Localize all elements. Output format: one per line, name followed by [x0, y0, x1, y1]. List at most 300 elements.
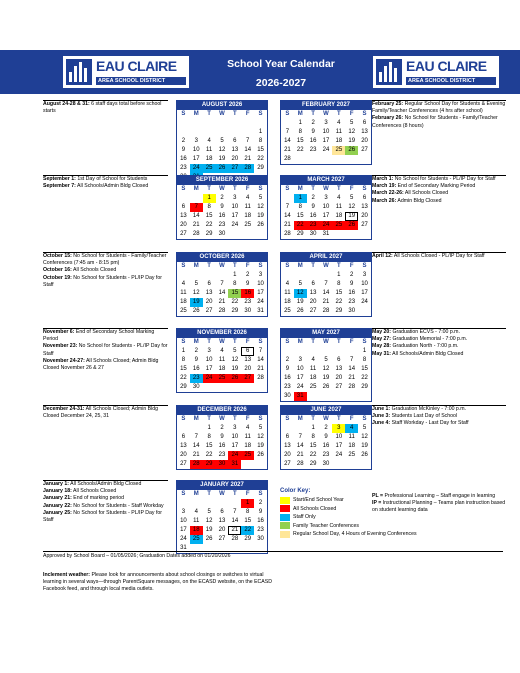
color-swatch	[280, 497, 290, 504]
weekday-label: S	[362, 339, 367, 345]
event-note: March 22-26: All Schools Closed	[372, 190, 449, 197]
weekday-label: S	[181, 416, 186, 422]
logo-mark-icon	[66, 59, 92, 85]
day-cell: 19	[348, 138, 356, 144]
weekday-label: M	[193, 111, 199, 117]
day-cell	[358, 392, 371, 401]
day-cell	[190, 194, 203, 203]
day-cell	[281, 119, 294, 128]
day-cell: 20	[218, 527, 226, 533]
event-notes	[43, 252, 168, 289]
day-cell: 14	[348, 366, 356, 372]
day-cell: 31	[257, 308, 264, 314]
weekday-label: W	[323, 186, 329, 192]
weekday-label: M	[193, 491, 199, 497]
day-cell: 3	[233, 195, 237, 201]
day-cell: 15	[205, 443, 213, 449]
day-cell: 1	[294, 194, 307, 203]
day-cell: 18	[335, 213, 343, 219]
day-cell: 15	[296, 138, 304, 144]
day-cell: 5	[362, 425, 367, 431]
day-cell: 13	[231, 147, 239, 153]
day-cell	[254, 460, 267, 469]
day-cell: 10	[192, 147, 200, 153]
weekday-label: S	[258, 491, 263, 497]
day-cell: 11	[218, 357, 226, 363]
day-cell: 29	[203, 460, 216, 469]
weekday-label: F	[245, 263, 250, 269]
day-cell: 12	[294, 289, 307, 298]
weekday-label: S	[258, 416, 263, 422]
day-cell: 28	[284, 156, 291, 162]
day-cell: 16	[218, 213, 226, 219]
day-cell: 14	[322, 290, 330, 296]
day-cell: 24	[180, 536, 187, 542]
weekday-label: S	[181, 111, 186, 117]
day-cell: 12	[361, 434, 368, 440]
day-cell: 26	[345, 221, 358, 230]
day-cell: 14	[284, 138, 291, 144]
event-note: November 23: No School for Students - PL/IP Day for Staff	[43, 343, 168, 357]
day-cell: 22	[309, 452, 317, 458]
logo-mark-icon	[376, 59, 402, 85]
event-note: February 25: Regular School Day for Students & Evening Family/Teacher Conferences (4 hrs after school)	[372, 101, 506, 115]
day-cell: 3	[233, 425, 237, 431]
day-cell: 31	[322, 231, 330, 237]
day-cell: 1	[337, 272, 341, 278]
event-note: June 3: Students Last Day of School	[372, 413, 458, 420]
day-cell: 28	[218, 308, 226, 314]
weekday-label: M	[297, 339, 303, 345]
day-cell: 29	[180, 384, 187, 390]
day-cell: 11	[310, 366, 317, 372]
day-cell	[307, 271, 320, 280]
day-cell: 27	[361, 222, 368, 228]
weekday-label: T	[233, 416, 237, 422]
day-cell: 12	[322, 366, 330, 372]
day-cell: 2	[194, 348, 198, 354]
day-cell: 3	[324, 120, 328, 126]
day-cell: 3	[181, 509, 186, 515]
day-cell: 9	[350, 281, 354, 287]
day-cell	[358, 155, 371, 164]
day-cell: 13	[180, 213, 187, 219]
weekday-label: M	[297, 111, 303, 117]
day-cell: 20	[361, 213, 368, 219]
weekday-label: T	[311, 186, 315, 192]
day-cell: 27	[180, 461, 187, 467]
event-note: June 4: Staff Workday - Last Day for Staff	[372, 420, 469, 427]
day-cell: 26	[257, 452, 264, 458]
day-cell: 28	[348, 384, 356, 390]
month-grid	[281, 262, 371, 316]
weekday-label: S	[181, 263, 186, 269]
day-cell: 31	[180, 545, 187, 551]
day-cell: 24	[361, 299, 368, 305]
day-cell	[254, 230, 267, 239]
day-cell: 18	[180, 299, 187, 305]
day-cell: 7	[258, 348, 263, 354]
day-cell: 21	[348, 375, 356, 381]
day-cell: 27	[284, 461, 291, 467]
day-cell: 25	[284, 308, 291, 314]
month-title: SEPTEMBER 2026	[177, 176, 267, 185]
day-cell: 19	[205, 527, 213, 533]
weekday-label: T	[207, 416, 211, 422]
day-cell	[228, 128, 241, 137]
month-title: JANUARY 2027	[177, 481, 267, 490]
day-cell: 25	[244, 222, 252, 228]
color-key-title: Color Key:	[280, 488, 311, 494]
day-cell: 2	[311, 120, 315, 126]
day-cell	[241, 128, 254, 137]
day-cell	[228, 119, 241, 128]
day-cell	[228, 383, 241, 392]
day-cell	[345, 392, 358, 401]
day-cell: 10	[322, 129, 330, 135]
day-cell: 4	[337, 120, 341, 126]
day-cell: 26	[216, 164, 229, 173]
day-cell: 20	[244, 366, 252, 372]
day-cell	[332, 230, 345, 239]
day-cell: 12	[205, 518, 213, 524]
weekday-label: F	[349, 339, 354, 345]
weekday-label: S	[285, 263, 290, 269]
day-cell: 14	[257, 357, 264, 363]
day-cell: 3	[207, 348, 211, 354]
month-grid	[281, 415, 371, 469]
day-cell: 23	[257, 527, 264, 533]
day-cell: 11	[206, 147, 213, 153]
day-cell: 30	[309, 231, 317, 237]
day-cell: 7	[298, 434, 302, 440]
day-cell: 19	[345, 212, 358, 221]
day-cell: 16	[180, 156, 187, 162]
weekday-label: T	[311, 339, 315, 345]
day-cell: 20	[205, 299, 213, 305]
day-cell: 24	[257, 299, 264, 305]
day-cell	[216, 499, 229, 508]
day-cell: 7	[350, 357, 354, 363]
day-cell: 16	[309, 213, 317, 219]
day-cell: 21	[322, 299, 330, 305]
day-cell: 16	[257, 518, 264, 524]
weekday-label: F	[349, 263, 354, 269]
color-key-item	[280, 513, 505, 522]
day-cell: 23	[190, 374, 203, 383]
day-cell	[190, 119, 203, 128]
day-cell: 22	[231, 299, 239, 305]
day-cell	[320, 392, 333, 401]
day-cell: 2	[324, 425, 328, 431]
event-note: September 7: All Schools/Admin Bldg Closed	[43, 183, 149, 190]
event-note: May 28: Graduation North - 7:00 p.m.	[372, 343, 459, 350]
day-cell	[281, 424, 294, 433]
day-cell: 5	[258, 425, 263, 431]
day-cell: 24	[231, 222, 239, 228]
district-logo	[62, 55, 190, 89]
day-cell: 1	[258, 129, 263, 135]
day-cell: 8	[298, 129, 302, 135]
day-cell	[281, 347, 294, 356]
day-cell: 1	[233, 272, 237, 278]
day-cell: 6	[285, 434, 290, 440]
event-note: January 25: No School for Students - PL/IP Day for Staff	[43, 509, 162, 524]
day-cell: 24	[190, 164, 203, 173]
day-cell	[345, 460, 358, 469]
day-cell: 21	[244, 156, 252, 162]
day-cell: 11	[193, 518, 200, 524]
month-calendar	[176, 175, 268, 240]
month-calendar	[280, 328, 372, 402]
day-cell	[294, 271, 307, 280]
day-cell: 15	[335, 290, 343, 296]
day-cell: 16	[218, 443, 226, 449]
day-cell: 28	[257, 375, 264, 381]
day-cell: 18	[348, 443, 356, 449]
event-note: October 19: No School for Students - PL/IP Day for Staff	[43, 274, 162, 288]
day-cell: 7	[233, 509, 237, 515]
logo-main-text: EAU CLAIRE	[96, 58, 177, 74]
day-cell: 14	[284, 213, 291, 219]
day-cell: 2	[285, 357, 290, 363]
day-cell: 6	[362, 195, 367, 201]
event-note: June 1: Graduation McKinley - 7:00 p.m.	[372, 406, 467, 412]
day-cell	[281, 271, 294, 280]
day-cell: 10	[205, 357, 213, 363]
month-calendar	[280, 100, 372, 165]
day-cell: 22	[205, 222, 213, 228]
day-cell: 23	[348, 299, 356, 305]
day-cell: 28	[322, 308, 330, 314]
month-calendar	[280, 175, 372, 240]
day-cell: 10	[335, 434, 343, 440]
day-cell: 16	[241, 289, 254, 298]
weekday-label: S	[285, 111, 290, 117]
day-cell: 6	[337, 357, 341, 363]
day-cell: 8	[207, 204, 211, 210]
event-note: September 1: 1st Day of School for Students	[43, 176, 148, 182]
day-cell	[190, 499, 203, 508]
day-cell	[177, 271, 190, 280]
day-cell: 12	[348, 204, 356, 210]
day-cell: 30	[244, 308, 252, 314]
day-cell: 5	[298, 281, 302, 287]
day-cell: 29	[231, 308, 239, 314]
day-cell: 13	[284, 443, 291, 449]
month-calendar	[176, 405, 268, 470]
day-cell: 9	[324, 434, 328, 440]
day-cell: 18	[205, 156, 213, 162]
event-notes	[43, 480, 168, 524]
day-cell: 3	[258, 272, 263, 278]
day-cell: 2	[258, 500, 263, 506]
day-cell: 15	[228, 289, 241, 298]
event-note: March 1: No School for Students - PL/IP Day for Staff	[372, 176, 496, 182]
event-notes	[43, 405, 168, 420]
day-cell: 30	[216, 460, 229, 469]
day-cell: 3	[298, 357, 302, 363]
day-cell: 26	[296, 308, 304, 314]
day-cell: 4	[337, 195, 341, 201]
day-cell: 15	[361, 366, 368, 372]
day-cell	[345, 155, 358, 164]
month-title: OCTOBER 2026	[177, 253, 267, 262]
day-cell: 11	[284, 290, 291, 296]
day-cell: 21	[192, 222, 200, 228]
page-title: School Year Calendar	[227, 58, 335, 70]
color-key-item	[280, 522, 505, 531]
day-cell: 22	[241, 526, 254, 535]
day-cell: 4	[246, 195, 250, 201]
day-cell: 6	[181, 204, 186, 210]
weekday-label: T	[337, 416, 341, 422]
day-cell: 24	[228, 451, 241, 460]
day-cell: 1	[241, 499, 254, 508]
day-cell: 2	[220, 425, 224, 431]
day-cell: 8	[246, 509, 250, 515]
weekday-label: T	[233, 111, 237, 117]
day-cell: 4	[345, 424, 358, 433]
weekday-label: F	[245, 416, 250, 422]
day-cell: 11	[348, 434, 355, 440]
day-cell: 20	[180, 452, 187, 458]
month-calendar	[176, 252, 268, 317]
header-banner	[0, 50, 520, 94]
day-cell: 2	[311, 195, 315, 201]
day-cell: 25	[180, 308, 187, 314]
day-cell: 15	[296, 213, 304, 219]
weekday-label: F	[245, 186, 250, 192]
weekday-label: F	[349, 111, 354, 117]
day-cell	[216, 383, 229, 392]
day-cell: 30	[257, 536, 264, 542]
day-cell: 29	[361, 384, 368, 390]
day-cell	[216, 271, 229, 280]
day-cell: 26	[257, 222, 264, 228]
day-cell: 12	[257, 204, 264, 210]
district-logo	[372, 55, 500, 89]
day-cell: 23	[322, 452, 330, 458]
weekday-label: T	[337, 263, 341, 269]
day-cell: 20	[231, 156, 239, 162]
pl-definition: PL = Professional Learning – Staff engage in learning	[372, 493, 496, 499]
day-cell: 7	[324, 281, 328, 287]
color-swatch	[280, 514, 290, 521]
day-cell: 2	[246, 272, 250, 278]
inclement-weather-note: Inclement weather: Please look for announcements about school closings or switches to virtual learning in several ways—through ParentSquare messages, on the ECASD website, on the ECASD Facebook feed, and through local media outlets.	[43, 572, 272, 593]
weekday-label: T	[337, 111, 341, 117]
day-cell: 5	[220, 138, 224, 144]
day-cell	[332, 347, 345, 356]
day-cell: 28	[231, 536, 239, 542]
day-cell: 29	[296, 231, 304, 237]
color-key-label: Family Teacher Conferences	[293, 522, 359, 529]
day-cell: 17	[257, 290, 264, 296]
weekday-label: T	[311, 263, 315, 269]
day-cell	[216, 119, 229, 128]
day-cell: 11	[335, 129, 342, 135]
weekday-label: S	[258, 263, 263, 269]
event-note: November 6: End of Secondary School Marking Period	[43, 329, 155, 343]
day-cell: 11	[180, 290, 187, 296]
day-cell: 4	[311, 357, 315, 363]
day-cell: 7	[220, 281, 224, 287]
day-cell: 26	[345, 146, 358, 155]
day-cell: 30	[284, 393, 291, 399]
day-cell	[216, 128, 229, 137]
day-cell	[332, 392, 345, 401]
day-cell: 6	[233, 138, 237, 144]
event-note: February 26: No School for Students - Family/Teacher Conferences (8 hours)	[372, 115, 498, 129]
day-cell: 9	[220, 204, 224, 210]
day-cell: 10	[231, 204, 239, 210]
event-note: January 18: All Schools Closed	[43, 488, 117, 495]
day-cell: 5	[324, 357, 328, 363]
day-cell: 3	[362, 272, 367, 278]
day-cell: 26	[361, 452, 368, 458]
event-notes	[43, 100, 168, 115]
day-cell: 25	[216, 374, 229, 383]
day-cell: 21	[218, 299, 226, 305]
day-cell: 7	[190, 203, 203, 212]
day-cell: 6	[207, 281, 211, 287]
color-key-item	[280, 530, 505, 539]
color-swatch	[280, 522, 290, 529]
day-cell: 5	[350, 195, 354, 201]
weekday-label: F	[349, 186, 354, 192]
weekday-label: S	[285, 416, 290, 422]
day-cell: 2	[220, 195, 224, 201]
weekday-label: T	[207, 263, 211, 269]
day-cell: 8	[311, 434, 315, 440]
day-cell: 22	[205, 452, 213, 458]
day-cell: 9	[285, 366, 290, 372]
day-cell	[177, 499, 190, 508]
day-cell: 17	[322, 213, 330, 219]
day-cell: 16	[309, 138, 317, 144]
day-cell: 20	[309, 299, 317, 305]
weekday-label: F	[245, 111, 250, 117]
day-cell: 6	[362, 120, 367, 126]
event-note: October 15: No School for Students - Family/Teacher Conferences (7:45 am - 8:15 pm)	[43, 253, 167, 267]
color-swatch	[280, 505, 290, 512]
day-cell: 17	[231, 443, 239, 449]
day-cell	[358, 230, 371, 239]
day-cell: 24	[203, 374, 216, 383]
day-cell: 13	[309, 290, 317, 296]
color-swatch	[280, 531, 290, 538]
day-cell	[203, 128, 216, 137]
day-cell: 1	[298, 120, 302, 126]
day-cell: 23	[284, 384, 291, 390]
day-cell	[294, 155, 307, 164]
day-cell: 4	[246, 425, 250, 431]
day-cell: 4	[285, 281, 290, 287]
day-cell: 18	[244, 213, 252, 219]
day-cell: 7	[194, 434, 198, 440]
day-cell: 20	[361, 138, 368, 144]
day-cell: 14	[296, 443, 304, 449]
day-cell: 14	[244, 147, 252, 153]
day-cell: 21	[192, 452, 200, 458]
day-cell: 5	[233, 348, 237, 354]
day-cell	[190, 128, 203, 137]
day-cell: 25	[203, 164, 216, 173]
day-cell: 6	[241, 347, 254, 356]
month-title: JUNE 2027	[281, 406, 371, 415]
day-cell: 8	[207, 434, 211, 440]
